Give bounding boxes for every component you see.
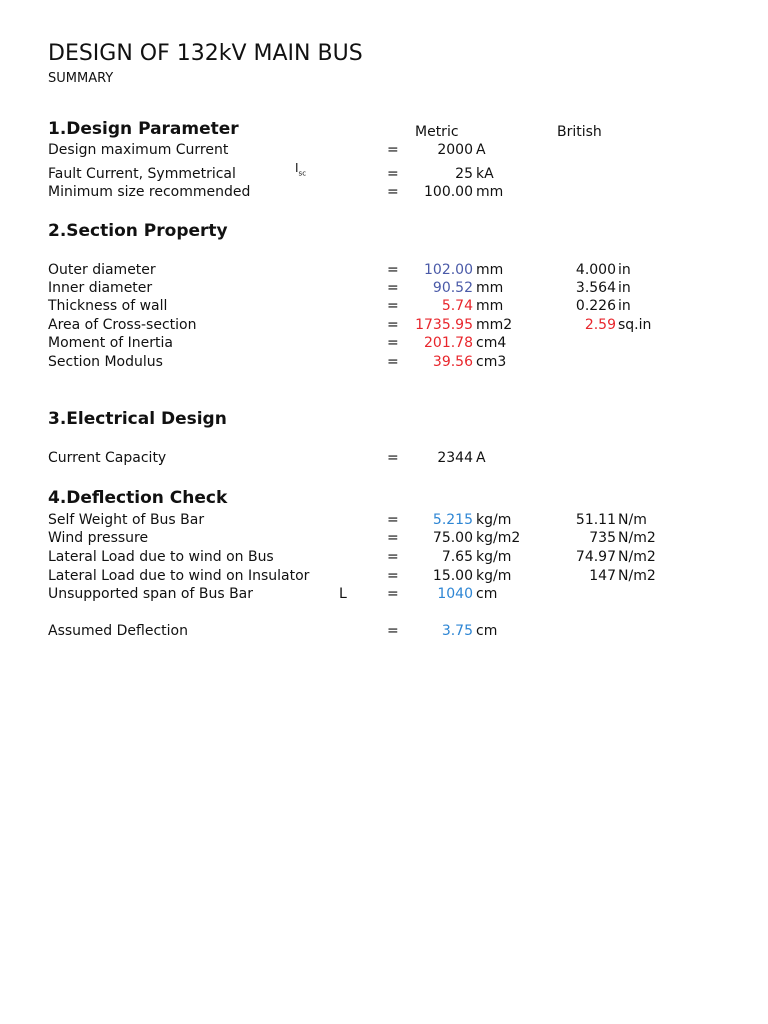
metric-value: 7.65 [441,549,473,565]
row-label: Unsupported span of Bus Bar [48,586,254,602]
british-value: 51.11 [575,512,616,528]
metric-value: 1735.95 [415,317,473,333]
british-unit: in [618,298,631,314]
metric-unit: cm [476,586,498,602]
row-label: Moment of Inertia [48,335,173,351]
table-row-lateral-load-bus [0,548,768,566]
row-label: Design maximum Current [48,142,229,158]
section-heading-section-property: 2.Section Property [48,221,228,241]
british-unit: in [618,280,631,296]
metric-value: 2000 [437,142,473,158]
table-row-wall-thickness [0,297,768,315]
metric-unit: mm2 [476,317,513,333]
table-row-inner-diameter [0,279,768,297]
metric-value: 3.75 [441,623,473,639]
metric-unit: kg/m [476,549,512,565]
column-header-metric: Metric [415,124,459,140]
table-row-moment-of-inertia [0,334,768,352]
metric-unit: mm [476,184,504,200]
metric-unit: mm [476,298,504,314]
metric-unit: A [476,142,486,158]
metric-value: 15.00 [432,568,473,584]
table-row-unsupported-span [0,585,768,603]
metric-value: 39.56 [432,354,473,370]
british-value: 74.97 [575,549,616,565]
table-row-section-modulus [0,353,768,371]
equals-sign: = [387,549,399,565]
metric-value: 5.215 [432,512,473,528]
row-symbol: L [339,586,347,602]
equals-sign: = [387,354,399,370]
equals-sign: = [387,184,399,200]
row-label: Minimum size recommended [48,184,251,200]
metric-value: 90.52 [432,280,473,296]
british-unit: N/m [618,512,647,528]
table-row-wind-pressure [0,529,768,547]
metric-unit: kg/m [476,512,512,528]
symbol-subscript: sc [298,169,307,178]
page-subtitle: SUMMARY [48,71,114,86]
equals-sign: = [387,298,399,314]
table-row-fault-current [0,161,768,183]
equals-sign: = [387,450,399,466]
british-unit: N/m2 [618,568,656,584]
metric-unit: mm [476,262,504,278]
column-header-british: British [557,124,602,140]
metric-unit: kg/m2 [476,530,521,546]
row-label: Wind pressure [48,530,149,546]
british-unit: in [618,262,631,278]
equals-sign: = [387,262,399,278]
table-row-outer-diameter [0,261,768,279]
equals-sign: = [387,512,399,528]
british-value: 2.59 [584,317,616,333]
row-label: Assumed Deflection [48,623,188,639]
equals-sign: = [387,317,399,333]
row-label: Outer diameter [48,262,156,278]
table-row-min-size [0,183,768,201]
british-value: 735 [589,530,616,546]
metric-value: 100.00 [424,184,473,200]
row-label: Section Modulus [48,354,163,370]
metric-value: 5.74 [441,298,473,314]
metric-unit: A [476,450,486,466]
metric-unit: cm3 [476,354,507,370]
metric-value: 75.00 [432,530,473,546]
section-heading-deflection-check: 4.Deflection Check [48,488,228,508]
metric-unit: kA [476,166,494,182]
row-label: Fault Current, Symmetrical [48,166,236,182]
british-value: 3.564 [575,280,616,296]
row-label: Lateral Load due to wind on Insulator [48,568,310,584]
equals-sign: = [387,586,399,602]
page-title: DESIGN OF 132kV MAIN BUS [48,41,363,66]
equals-sign: = [387,280,399,296]
row-label: Inner diameter [48,280,153,296]
row-label: Self Weight of Bus Bar [48,512,205,528]
british-unit: N/m2 [618,530,656,546]
metric-unit: kg/m [476,568,512,584]
metric-value: 102.00 [424,262,473,278]
equals-sign: = [387,335,399,351]
row-label: Area of Cross-section [48,317,197,333]
table-row-current-capacity [0,449,768,467]
table-row-lateral-load-insulator [0,567,768,585]
table-row-cross-section-area [0,316,768,334]
equals-sign: = [387,530,399,546]
metric-unit: cm [476,623,498,639]
metric-unit: cm4 [476,335,507,351]
british-value: 0.226 [575,298,616,314]
table-row-self-weight [0,511,768,529]
section-heading-electrical-design: 3.Electrical Design [48,409,227,429]
row-label: Current Capacity [48,450,167,466]
british-value: 4.000 [575,262,616,278]
metric-value: 201.78 [424,335,473,351]
symbol-main: I [295,161,299,175]
table-row-assumed-deflection [0,622,768,640]
british-unit: sq.in [618,317,652,333]
british-unit: N/m2 [618,549,656,565]
table-row-design-max-current [0,141,768,159]
row-symbol [295,159,306,182]
metric-unit: mm [476,280,504,296]
equals-sign: = [387,142,399,158]
row-label: Thickness of wall [48,298,168,314]
british-value: 147 [589,568,616,584]
metric-value: 25 [455,166,473,182]
equals-sign: = [387,568,399,584]
equals-sign: = [387,623,399,639]
metric-value: 1040 [437,586,473,602]
row-label: Lateral Load due to wind on Bus [48,549,274,565]
metric-value: 2344 [437,450,473,466]
equals-sign: = [387,166,399,182]
section-heading-design-parameter: 1.Design Parameter [48,119,239,139]
